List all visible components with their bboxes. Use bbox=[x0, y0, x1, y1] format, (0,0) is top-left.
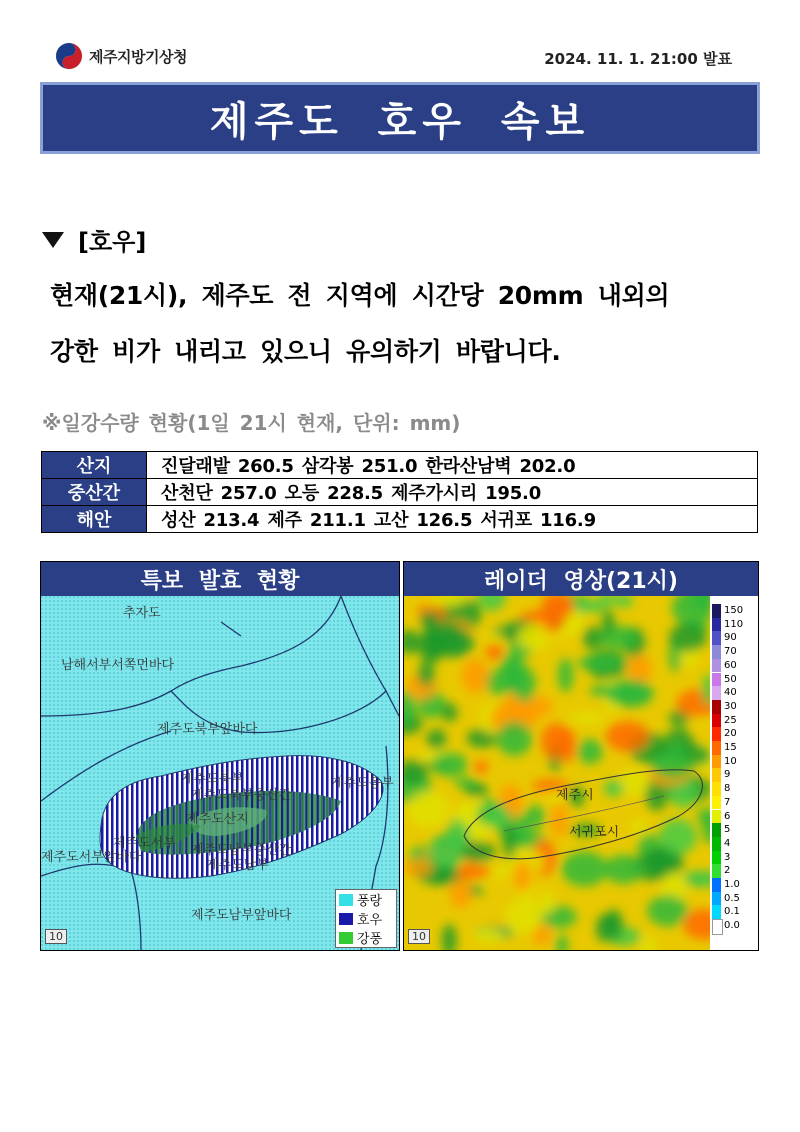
zone-label: 제주도동부 bbox=[331, 776, 394, 791]
body-line-1: 현재(21시), 제주도 전 지역에 시간당 20mm 내외의 bbox=[50, 281, 670, 310]
table-category: 해안 bbox=[42, 506, 147, 533]
colorbar-label: 30 bbox=[724, 700, 737, 712]
radar-map bbox=[404, 596, 758, 950]
colorbar-swatch bbox=[712, 782, 721, 796]
colorbar-label: 7 bbox=[724, 796, 731, 808]
table-row bbox=[42, 506, 758, 533]
zone-label: 제주도서부앞바다 bbox=[41, 850, 142, 865]
colorbar-swatch bbox=[712, 700, 721, 714]
colorbar-label: 6 bbox=[724, 810, 731, 822]
issued-datetime: 2024. 11. 1. 21:00 발표 bbox=[544, 50, 732, 68]
zone-label: 추자도 bbox=[123, 606, 161, 621]
colorbar-label: 3 bbox=[724, 851, 731, 863]
legend-item bbox=[336, 928, 396, 947]
colorbar-swatch bbox=[712, 631, 721, 645]
colorbar-swatch bbox=[712, 755, 721, 769]
section-heading-label: [호우] bbox=[78, 228, 147, 256]
colorbar-label: 10 bbox=[724, 755, 737, 767]
colorbar-swatch bbox=[712, 864, 721, 878]
rainfall-note: ※일강수량 현황(1일 21시 현재, 단위: mm) bbox=[42, 411, 461, 435]
warning-map-title: 특보 발효 현황 bbox=[41, 562, 399, 596]
radar-image bbox=[404, 596, 758, 950]
title-banner bbox=[40, 82, 760, 154]
zone-label: 제주도서부 bbox=[113, 836, 176, 851]
colorbar-swatch bbox=[712, 878, 721, 892]
city-label: 서귀포시 bbox=[569, 825, 620, 840]
zone-label: 제주도남부중산간 bbox=[191, 843, 292, 858]
map-scale: 10 bbox=[45, 929, 67, 944]
colorbar-swatch bbox=[712, 837, 721, 851]
colorbar-swatch bbox=[712, 741, 721, 755]
legend-label: 풍랑 bbox=[357, 894, 383, 909]
colorbar-label: 1.0 bbox=[724, 879, 740, 890]
colorbar-label: 25 bbox=[724, 714, 737, 726]
colorbar-swatch bbox=[712, 892, 721, 906]
colorbar-swatch bbox=[712, 727, 721, 741]
zone-label: 제주도북부앞바다 bbox=[157, 722, 258, 737]
legend-label: 호우 bbox=[357, 913, 383, 928]
table-category: 중산간 bbox=[42, 479, 147, 506]
colorbar-swatch bbox=[712, 823, 721, 837]
colorbar-label: 150 bbox=[724, 605, 744, 616]
colorbar-label: 9 bbox=[724, 769, 731, 781]
colorbar-swatch bbox=[712, 796, 721, 810]
colorbar-swatch bbox=[712, 768, 721, 782]
zone-label: 제주도남부 bbox=[206, 858, 269, 873]
colorbar-swatch bbox=[712, 673, 721, 687]
colorbar-swatch bbox=[712, 604, 721, 618]
colorbar-label: 2 bbox=[724, 865, 731, 877]
warning-map-panel bbox=[40, 561, 400, 951]
zone-label: 제주도북부 bbox=[181, 772, 244, 787]
legend-item bbox=[336, 890, 396, 909]
colorbar-label: 110 bbox=[724, 618, 744, 630]
colorbar-label: 0.0 bbox=[724, 920, 740, 932]
legend-swatch bbox=[339, 894, 353, 906]
colorbar-swatch bbox=[712, 645, 721, 659]
table-category: 산지 bbox=[42, 452, 147, 479]
radar-colorbar bbox=[710, 596, 758, 950]
taegeuk-icon bbox=[55, 42, 83, 70]
table-row bbox=[42, 452, 758, 479]
warning-legend bbox=[335, 889, 397, 948]
colorbar-label: 5 bbox=[724, 824, 731, 836]
table-row bbox=[42, 479, 758, 506]
map-scale: 10 bbox=[408, 929, 430, 944]
colorbar-label: 0.5 bbox=[724, 892, 740, 904]
radar-map-panel bbox=[403, 561, 759, 951]
city-label: 제주시 bbox=[556, 788, 594, 803]
legend-swatch bbox=[339, 913, 353, 925]
agency-name: 제주지방기상청 bbox=[89, 47, 187, 66]
colorbar-label: 60 bbox=[724, 659, 737, 671]
zone-label: 제주도산지 bbox=[186, 812, 249, 827]
agency-logo bbox=[55, 42, 187, 70]
legend-swatch bbox=[339, 932, 353, 944]
zone-label: 제주도남부앞바다 bbox=[191, 908, 292, 923]
section-heading bbox=[42, 222, 146, 257]
triangle-down-icon bbox=[42, 232, 64, 248]
zone-label: 남해서부서쪽먼바다 bbox=[61, 658, 175, 673]
legend-label: 강풍 bbox=[357, 932, 383, 947]
colorbar-swatch bbox=[712, 686, 721, 700]
legend-item bbox=[336, 909, 396, 928]
colorbar-label: 0.1 bbox=[724, 906, 740, 918]
colorbar-label: 40 bbox=[724, 687, 737, 699]
colorbar-swatch bbox=[712, 659, 721, 673]
colorbar-label: 15 bbox=[724, 742, 737, 753]
colorbar-label: 8 bbox=[724, 783, 731, 795]
table-values: 진달래밭 260.5 삼각봉 251.0 한라산남벽 202.0 bbox=[147, 452, 758, 479]
colorbar-label: 4 bbox=[724, 837, 731, 849]
colorbar-label: 70 bbox=[724, 646, 737, 658]
colorbar-swatch bbox=[712, 919, 723, 935]
page-title: 제주도 호우 속보 bbox=[209, 98, 591, 145]
body-line-2: 강한 비가 내리고 있으니 유의하기 바랍니다. bbox=[50, 337, 561, 366]
table-values: 산천단 257.0 오등 228.5 제주가시리 195.0 bbox=[147, 479, 758, 506]
colorbar-label: 20 bbox=[724, 728, 737, 740]
colorbar-label: 90 bbox=[724, 632, 737, 644]
rainfall-table bbox=[41, 451, 758, 533]
warning-map bbox=[41, 596, 399, 950]
table-values: 성산 213.4 제주 211.1 고산 126.5 서귀포 116.9 bbox=[147, 506, 758, 533]
colorbar-label: 50 bbox=[724, 673, 737, 685]
colorbar-swatch bbox=[712, 810, 721, 824]
zone-label: 제주도북부중산간 bbox=[191, 788, 292, 803]
colorbar-swatch bbox=[712, 851, 721, 865]
radar-map-title: 레이더 영상(21시) bbox=[404, 562, 758, 596]
colorbar-swatch bbox=[712, 714, 721, 728]
colorbar-swatch bbox=[712, 905, 721, 919]
colorbar-swatch bbox=[712, 618, 721, 632]
